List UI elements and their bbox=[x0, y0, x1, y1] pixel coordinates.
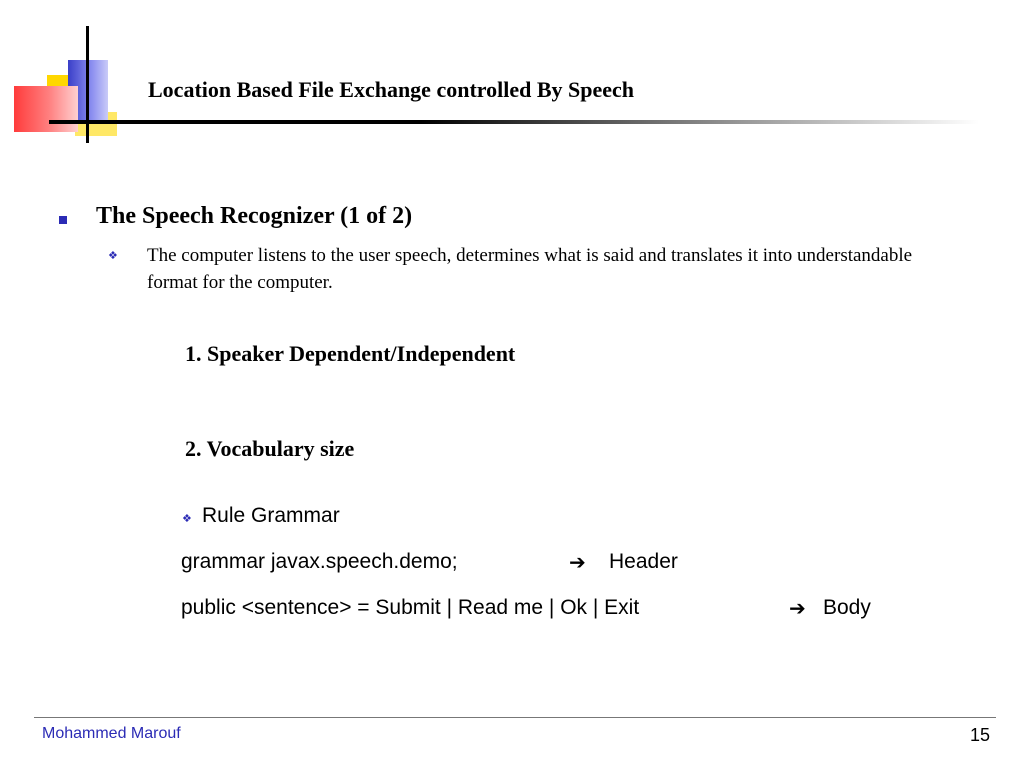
title-underline bbox=[49, 120, 979, 124]
right-arrow-icon: ➔ bbox=[789, 596, 806, 620]
footer-divider bbox=[34, 717, 996, 718]
rule-grammar-label: Rule Grammar bbox=[202, 504, 340, 527]
grammar-header-line: grammar javax.speech.demo; bbox=[181, 550, 458, 573]
footer-author: Mohammed Marouf bbox=[42, 725, 181, 742]
body-label: Body bbox=[823, 596, 871, 619]
decor-red-square bbox=[14, 86, 78, 132]
decor-vertical-line bbox=[86, 26, 89, 143]
grammar-body-line: public <sentence> = Submit | Read me | Ok | Exit bbox=[181, 596, 640, 619]
right-arrow-icon: ➔ bbox=[569, 550, 586, 574]
section-heading: The Speech Recognizer (1 of 2) bbox=[96, 203, 413, 229]
item-speaker-dependent: 1. Speaker Dependent/Independent bbox=[185, 341, 516, 366]
item-vocabulary-size: 2. Vocabulary size bbox=[185, 436, 355, 461]
slide-title: Location Based File Exchange controlled By Speech bbox=[148, 77, 635, 102]
diamond-bullet-icon: ❖ bbox=[182, 512, 192, 525]
page-number: 15 bbox=[970, 725, 991, 745]
square-bullet-icon bbox=[59, 216, 67, 224]
subbullet-text: The computer listens to the user speech, determines what is said and translates it into understandable format for the computer. bbox=[147, 245, 913, 293]
diamond-bullet-icon: ❖ bbox=[108, 249, 118, 262]
header-label: Header bbox=[609, 550, 678, 573]
